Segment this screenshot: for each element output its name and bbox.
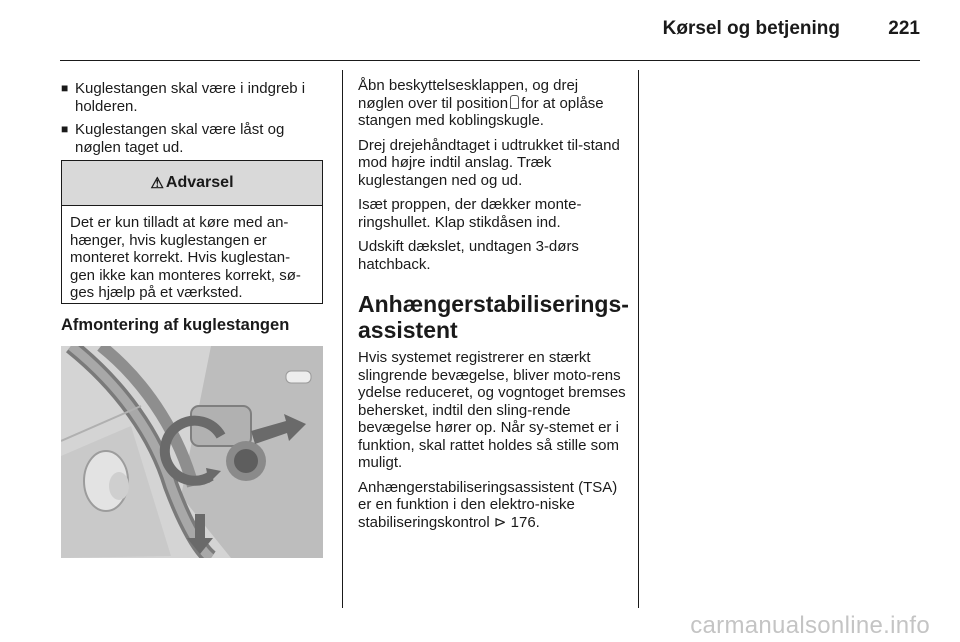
bullet-square-icon: ■ <box>61 81 69 95</box>
section-title: Anhængerstabiliserings-assistent <box>358 291 629 343</box>
paragraph <box>358 77 628 130</box>
page-number: 221 <box>888 18 920 39</box>
bullet-item <box>61 121 326 156</box>
bullet-square-icon: ■ <box>61 122 69 136</box>
bullet-text: Kuglestangen skal være i indgreb i holderen. <box>75 80 306 115</box>
column-divider-right <box>638 70 639 608</box>
warning-header <box>62 161 322 206</box>
paragraph: Hvis systemet registrerer en stærkt slingrende bevægelse, bliver moto-rens ydelse reduceret, og vogntoget bremses behersket, indtil den sling-rende bevægelse hører op. Når sy-stemet er i funktion, skal rattet holdes så stille som muligt. <box>358 349 626 471</box>
watermark: carmanualsonline.info <box>690 612 930 639</box>
bullet-item <box>61 80 326 115</box>
right-column <box>358 77 628 538</box>
warning-text: Det er kun tilladt at køre med an-hænger, hvis kuglestangen er monteret korrekt. Hvis kuglestan-gen ikke kan monteres korrekt, sø-ges hjælp på et værksted. <box>70 214 301 301</box>
left-column-bullets <box>61 80 326 162</box>
paragraph-text: for at oplåse stangen med koblingskugle. <box>358 94 604 129</box>
towbar-removal-illustration <box>61 346 323 558</box>
header-divider <box>60 60 920 61</box>
paragraph: Drej drejehåndtaget i udtrukket til-stand mod højre indtil anslag. Træk kuglestangen ned og ud. <box>358 136 620 189</box>
warning-title: Advarsel <box>165 174 234 191</box>
bullet-text: Kuglestangen skal være låst og nøglen taget ud. <box>75 121 285 156</box>
page-reference-arrow-icon: ⊳ <box>493 513 507 531</box>
key-position-icon <box>510 95 519 109</box>
warning-triangle-icon: ⚠ <box>150 175 164 192</box>
paragraph: Isæt proppen, der dækker monte-ringshullet. Klap stikdåsen ind. <box>358 196 582 231</box>
paragraph-text: Åbn beskyttelsesklappen, og drej nøglen over til position <box>358 77 579 112</box>
paragraph <box>358 479 628 532</box>
paragraph: Udskift dækslet, undtagen 3-dørs hatchback. <box>358 238 579 273</box>
column-divider-left <box>342 70 343 608</box>
page-header-title: Kørsel og betjening <box>662 18 840 39</box>
page-reference: 176. <box>510 513 540 531</box>
paragraph-text: Anhængerstabiliseringsassistent (TSA) er en funktion i den elektro-niske stabiliseringskontrol <box>358 478 618 531</box>
warning-box <box>61 160 323 304</box>
section-subheading: Afmontering af kuglestangen <box>61 316 290 334</box>
